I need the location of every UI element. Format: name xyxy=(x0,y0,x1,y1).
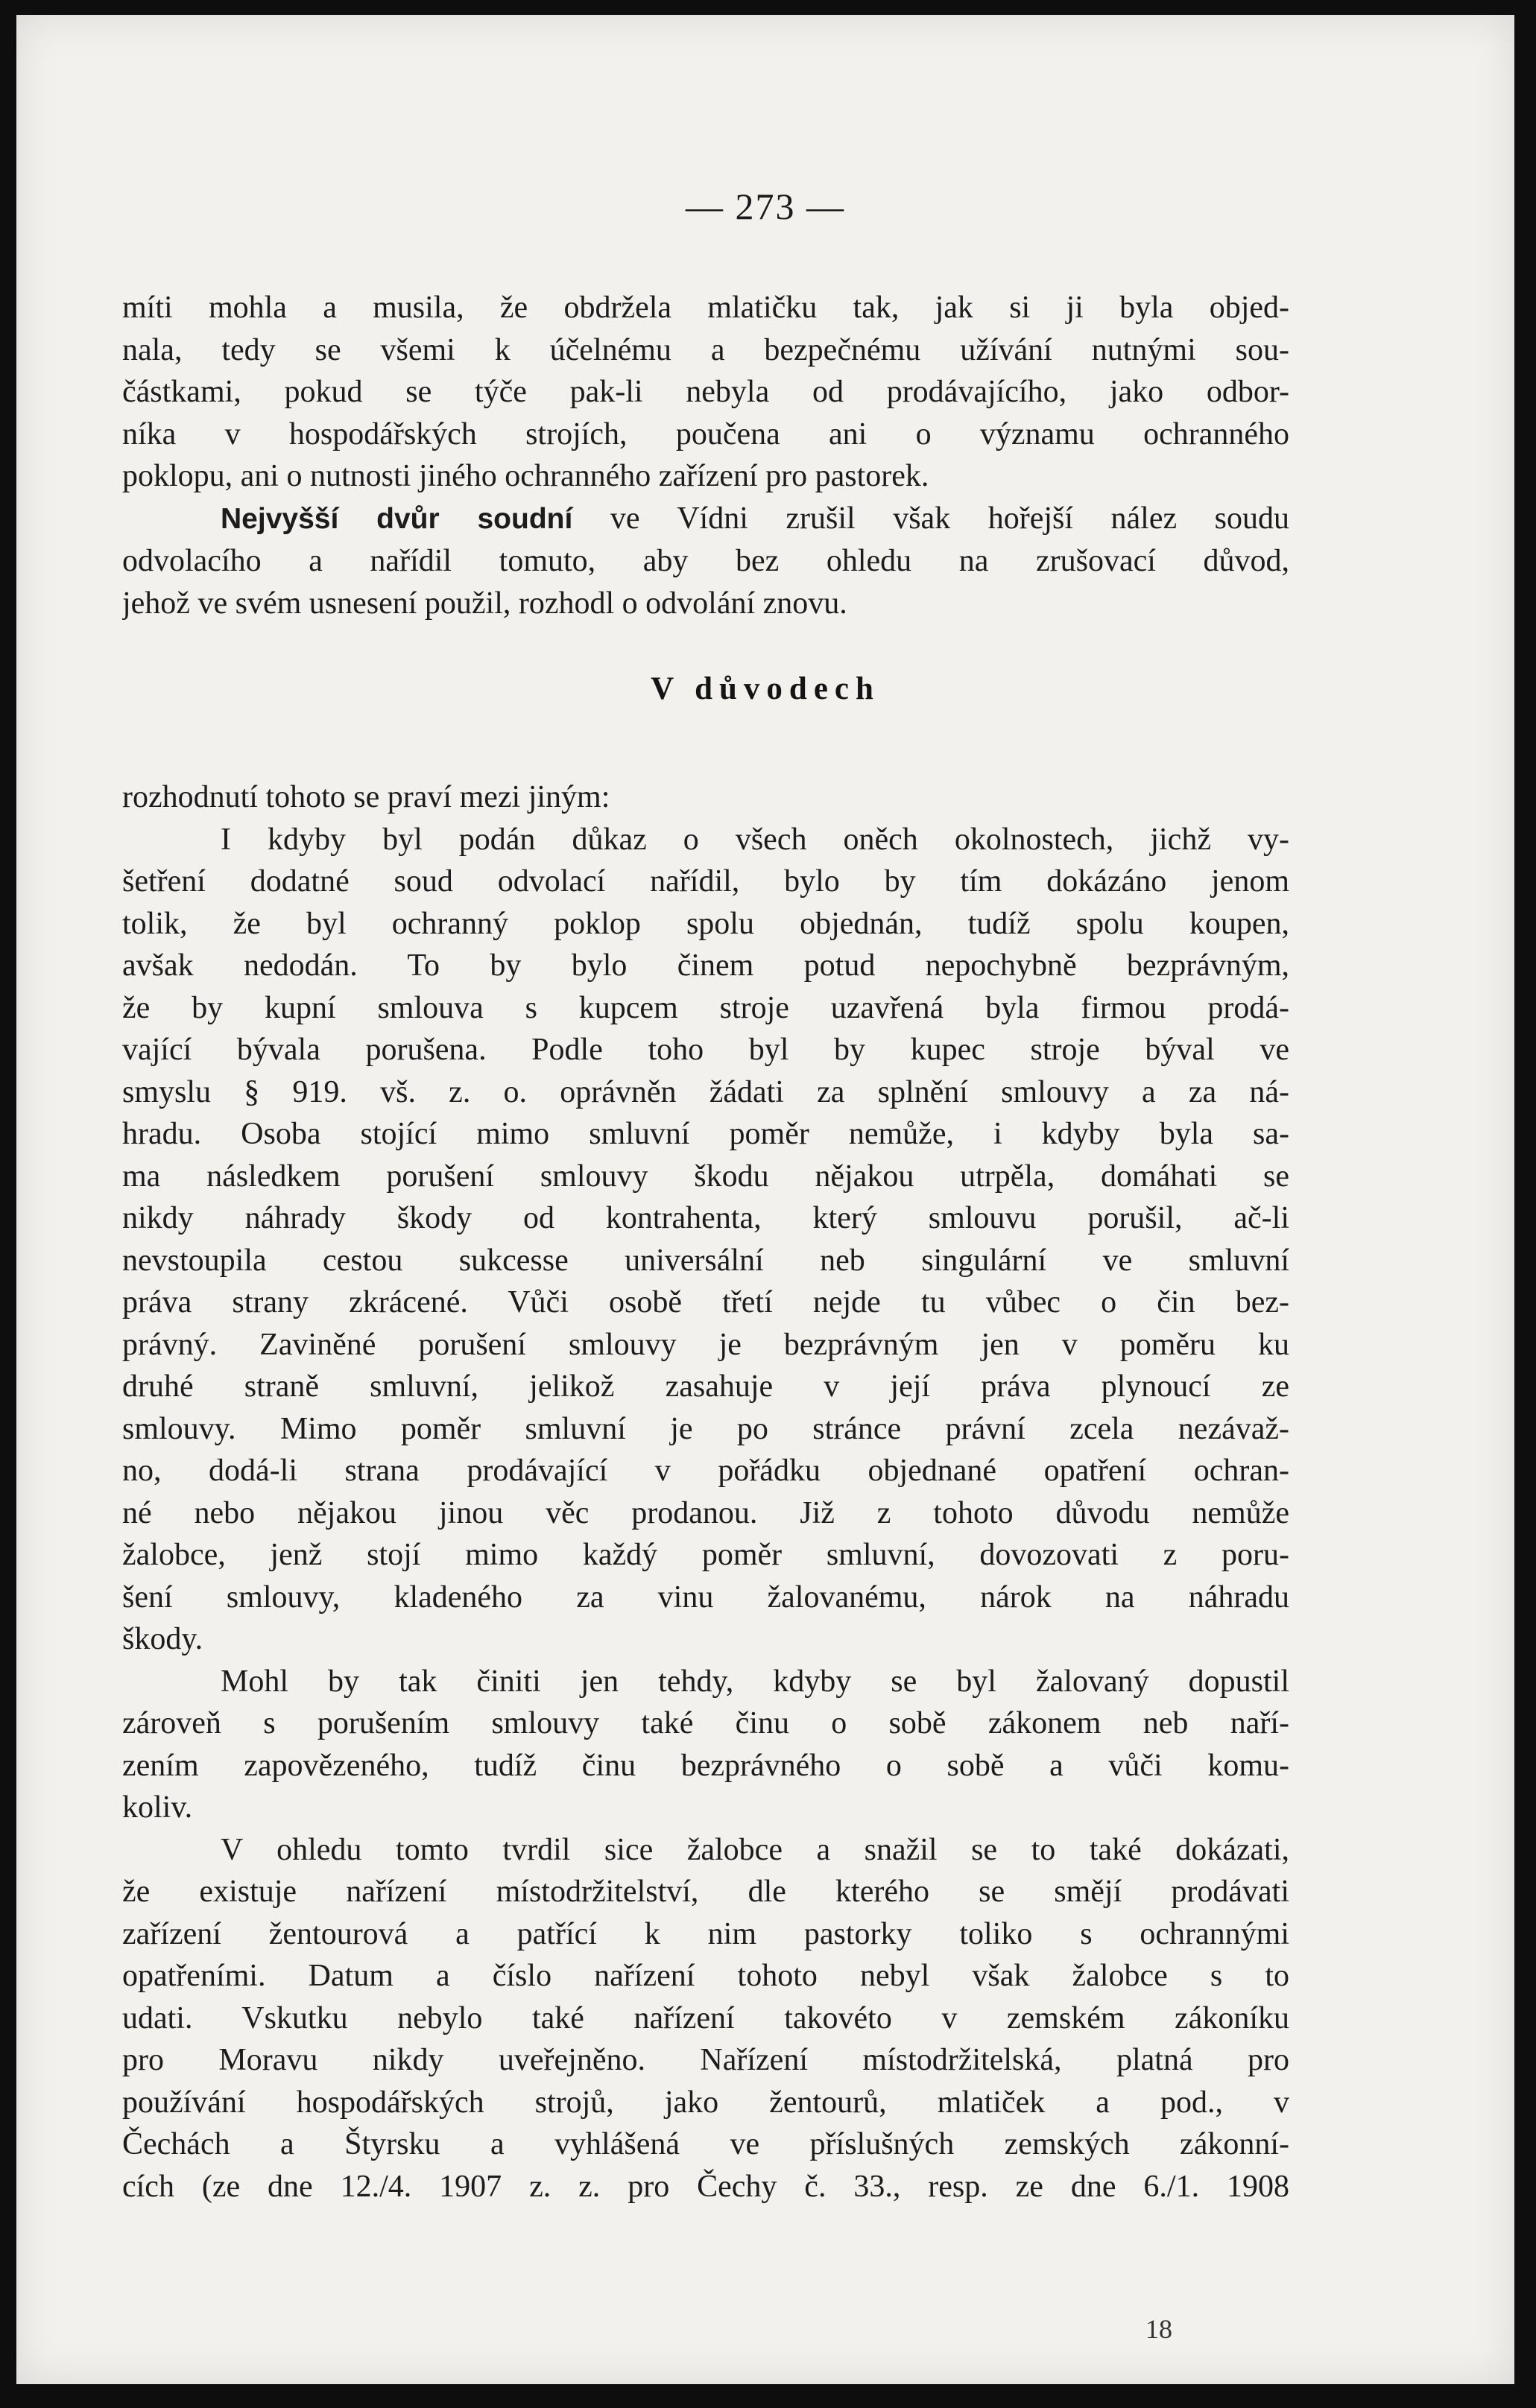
text-line: avšak nedodán. To by bylo činem potud nepochybně bezprávným, xyxy=(122,948,1289,983)
book-page xyxy=(16,15,1514,2384)
text-line: tolik, že byl ochranný poklop spolu objednán, tudíž spolu koupen, xyxy=(122,906,1289,941)
text-line: žalobce, jenž stojí mimo každý poměr smluvní, dovozovati z poru- xyxy=(122,1538,1289,1572)
text-line: smlouvy. Mimo poměr smluvní je po stránce právní zcela nezávaž- xyxy=(122,1411,1289,1446)
section-heading: V důvodech xyxy=(651,671,880,706)
paragraph-block-main xyxy=(122,776,1289,2208)
text-line: I kdyby byl podán důkaz o všech oněch okolnostech, jichž vy- xyxy=(221,822,1289,857)
text-line: Mohl by tak činiti jen tehdy, kdyby se byl žalovaný dopustil xyxy=(221,1664,1289,1699)
text-line: né nebo nějakou jinou věc prodanou. Již z tohoto důvodu nemůže xyxy=(122,1495,1289,1530)
text-line: rozhodnutí tohoto se praví mezi jiným: xyxy=(122,780,610,814)
text-line: zároveň s porušením smlouvy také činu o sobě zákonem neb naří- xyxy=(122,1706,1289,1740)
text-line: míti mohla a musila, že obdržela mlatičku tak, jak si ji byla objed- xyxy=(122,291,1289,325)
text-line: nevstoupila cestou sukcesse universální neb singulární ve smluvní xyxy=(122,1243,1289,1278)
text-line: zením zapovězeného, tudíž činu bezprávného o sobě a vůči komu- xyxy=(122,1748,1289,1783)
text-line: pro Moravu nikdy uveřejněno. Nařízení místodržitelská, platná pro xyxy=(122,2043,1289,2077)
printer-signature-mark: 18 xyxy=(1145,2314,1172,2344)
text-line: vající bývala porušena. Podle toho byl by kupec stroje býval ve xyxy=(122,1033,1289,1067)
text-line: smyslu § 919. vš. z. o. oprávněn žádati za splnění smlouvy a za ná- xyxy=(122,1074,1289,1109)
text-line: nala, tedy se všemi k účelnému a bezpečnému užívání nutnými sou- xyxy=(122,332,1289,367)
text-line: že existuje nařízení místodržitelství, dle kterého se smějí prodávati xyxy=(122,1875,1289,1909)
text-line: jehož ve svém usnesení použil, rozhodl o odvolání znovu. xyxy=(122,586,847,621)
text-line: koliv. xyxy=(122,1790,193,1825)
text-line: V ohledu tomto tvrdil sice žalobce a snažil se to také dokázati, xyxy=(221,1832,1289,1867)
text-line: cích (ze dne 12./4. 1907 z. z. pro Čechy č. 33., resp. ze dne 6./1. 1908 xyxy=(122,2169,1289,2204)
text-line: druhé straně smluvní, jelikož zasahuje v její práva plynoucí ze xyxy=(122,1369,1289,1404)
text-line: odvolacího a nařídil tomuto, aby bez ohledu na zrušovací důvod, xyxy=(122,544,1289,578)
text-line: zařízení žentourová a patřící k nim pastorky toliko s ochrannými xyxy=(122,1916,1289,1951)
bold-court-name: Nejvyšší dvůr soudní xyxy=(221,502,573,535)
text-line: Čechách a Štyrsku a vyhlášená ve příslušných zemských zákonní- xyxy=(122,2127,1289,2161)
text-line: částkami, pokud se týče pak-li nebyla od prodávajícího, jako odbor- xyxy=(122,375,1289,409)
text-line: používání hospodářských strojů, jako žentourů, mlatiček a pod., v xyxy=(122,2085,1289,2120)
text-run: ve Vídni zrušil však hořejší nález soudu xyxy=(572,501,1289,536)
text-line: poklopu, ani o nutnosti jiného ochranného zařízení pro pastorek. xyxy=(122,459,929,493)
text-line: ma následkem porušení smlouvy škodu nějakou utrpěla, domáhati se xyxy=(122,1159,1289,1194)
text-line: hradu. Osoba stojící mimo smluvní poměr nemůže, i kdyby byla sa- xyxy=(122,1117,1289,1151)
text-line: níka v hospodářských strojích, poučena ani o významu ochranného xyxy=(122,416,1289,452)
text-line: no, dodá-li strana prodávající v pořádku objednané opatření ochran- xyxy=(122,1454,1289,1488)
text-line: šetření dodatné soud odvolací nařídil, bylo by tím dokázáno jenom xyxy=(122,864,1289,899)
text-line: šení smlouvy, kladeného za vinu žalovanému, nárok na náhradu xyxy=(122,1580,1289,1615)
text-line: opatřeními. Datum a číslo nařízení tohoto nebyl však žalobce s to xyxy=(122,1959,1289,1993)
page-number: — 273 — xyxy=(686,186,845,227)
text-line: že by kupní smlouva s kupcem stroje uzavřená byla firmou prodá- xyxy=(122,990,1289,1025)
text-line: právný. Zaviněné porušení smlouvy je bezprávným jen v poměru ku xyxy=(122,1327,1289,1362)
paragraph-block-top xyxy=(122,287,1289,624)
text-line: nikdy náhrady škody od kontrahenta, který smlouvu porušil, ač-li xyxy=(122,1201,1289,1235)
text-line: udati. Vskutku nebylo také nařízení takovéto v zemském zákoníku xyxy=(122,2000,1289,2035)
text-line: škody. xyxy=(122,1622,203,1656)
text-line xyxy=(122,498,1289,541)
text-line: práva strany zkrácené. Vůči osobě třetí nejde tu vůbec o čin bez- xyxy=(122,1285,1289,1319)
